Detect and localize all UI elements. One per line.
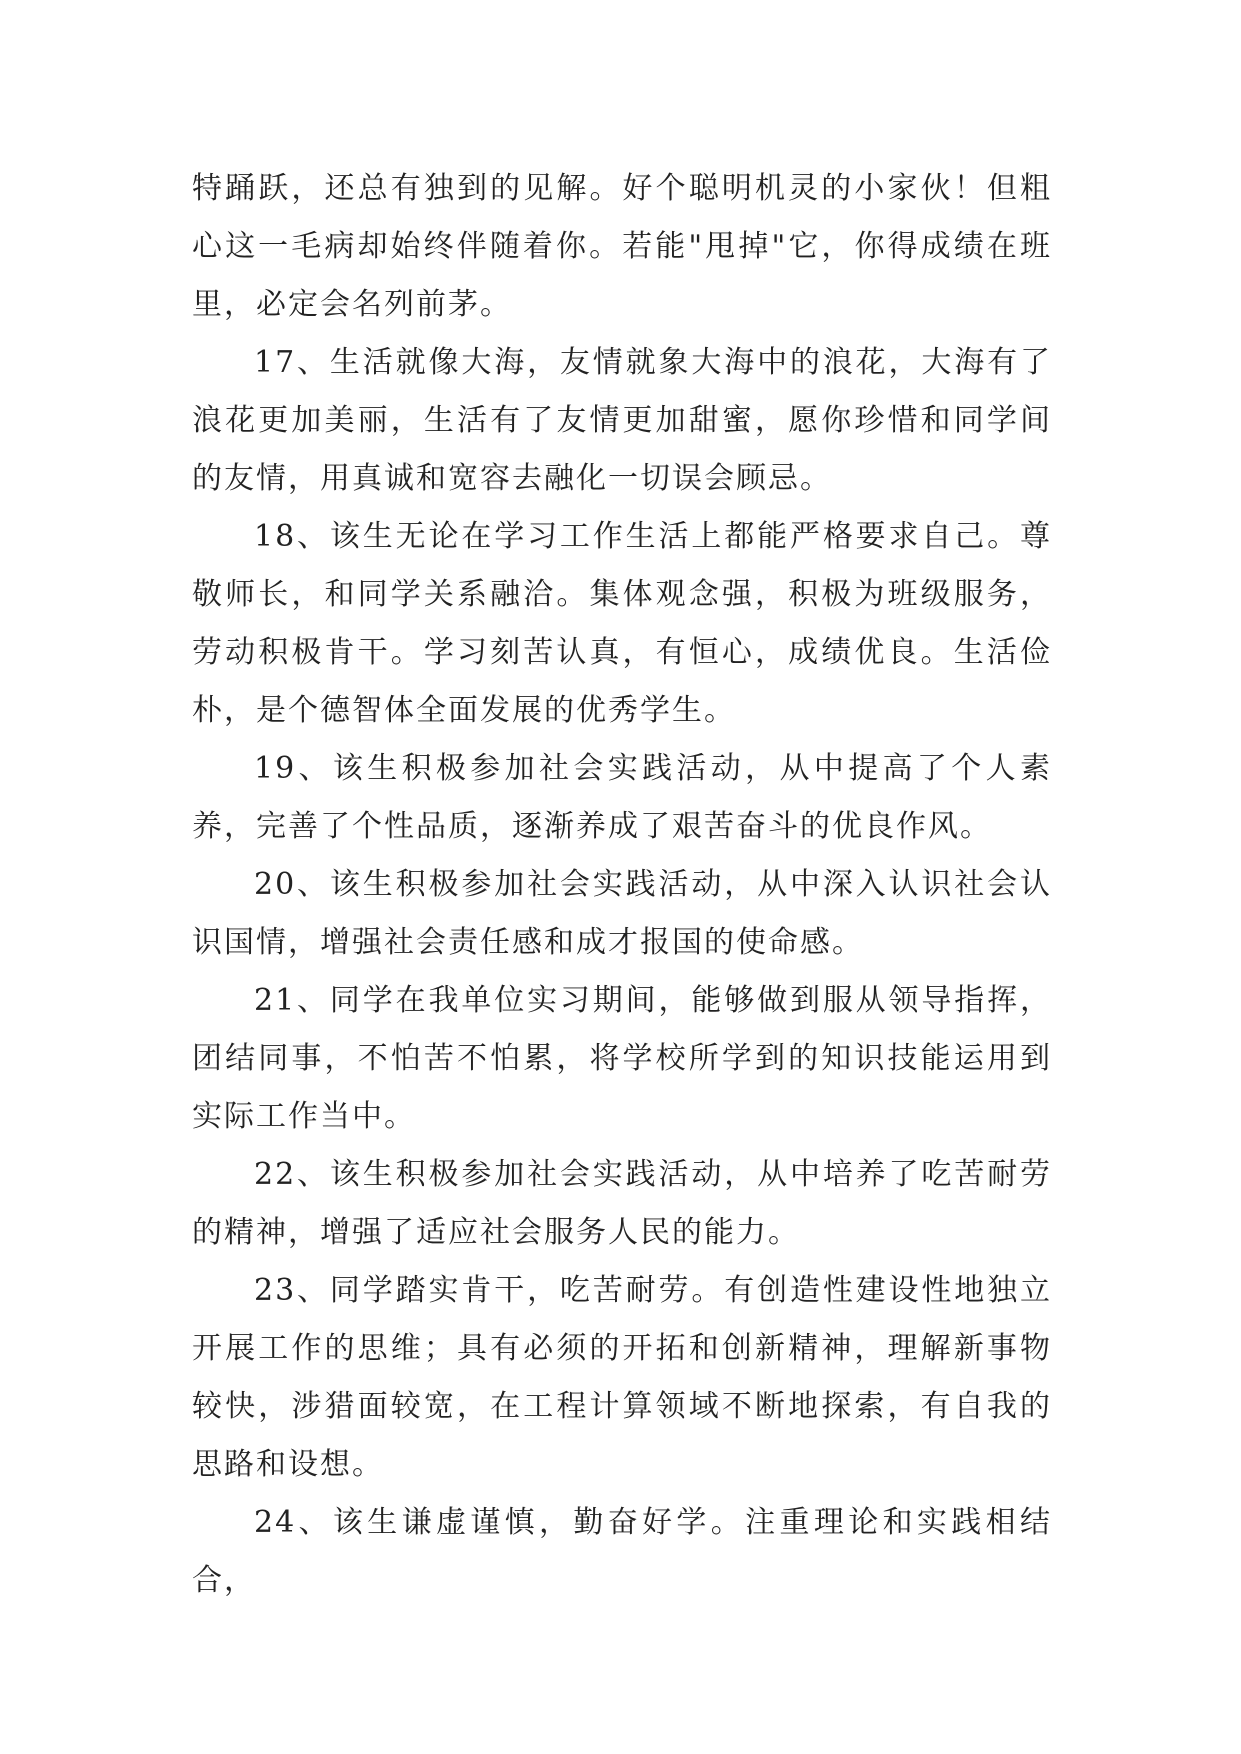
- document-body: [192, 160, 1052, 1610]
- paragraph-18: 18、该生无论在学习工作生活上都能严格要求自己。尊敬师长，和同学关系融洽。集体观念强，积极为班级服务，劳动积极肯干。学习刻苦认真，有恒心，成绩优良。生活俭朴，是个德智体全面发展的优秀学生。: [192, 519, 1052, 728]
- paragraph-continued: 特踊跃，还总有独到的见解。好个聪明机灵的小家伙！但粗心这一毛病却始终伴随着你。若能"甩掉"它，你得成绩在班里，必定会名列前茅。: [192, 171, 1052, 322]
- paragraph-22: 22、该生积极参加社会实践活动，从中培养了吃苦耐劳的精神，增强了适应社会服务人民的能力。: [192, 1157, 1052, 1250]
- paragraph-23: 23、同学踏实肯干，吃苦耐劳。有创造性建设性地独立开展工作的思维；具有必须的开拓和创新精神，理解新事物较快，涉猎面较宽，在工程计算领域不断地探索，有自我的思路和设想。: [192, 1273, 1052, 1482]
- paragraph-20: 20、该生积极参加社会实践活动，从中深入认识社会认识国情，增强社会责任感和成才报国的使命感。: [192, 867, 1052, 960]
- paragraph-17: 17、生活就像大海，友情就象大海中的浪花，大海有了浪花更加美丽，生活有了友情更加甜蜜，愿你珍惜和同学间的友情，用真诚和宽容去融化一切误会顾忌。: [192, 345, 1052, 496]
- paragraph-21: 21、同学在我单位实习期间，能够做到服从领导指挥，团结同事，不怕苦不怕累，将学校所学到的知识技能运用到实际工作当中。: [192, 983, 1052, 1134]
- paragraph-24: 24、该生谦虚谨慎，勤奋好学。注重理论和实践相结合，: [192, 1505, 1052, 1598]
- paragraph-19: 19、该生积极参加社会实践活动，从中提高了个人素养，完善了个性品质，逐渐养成了艰苦奋斗的优良作风。: [192, 751, 1052, 844]
